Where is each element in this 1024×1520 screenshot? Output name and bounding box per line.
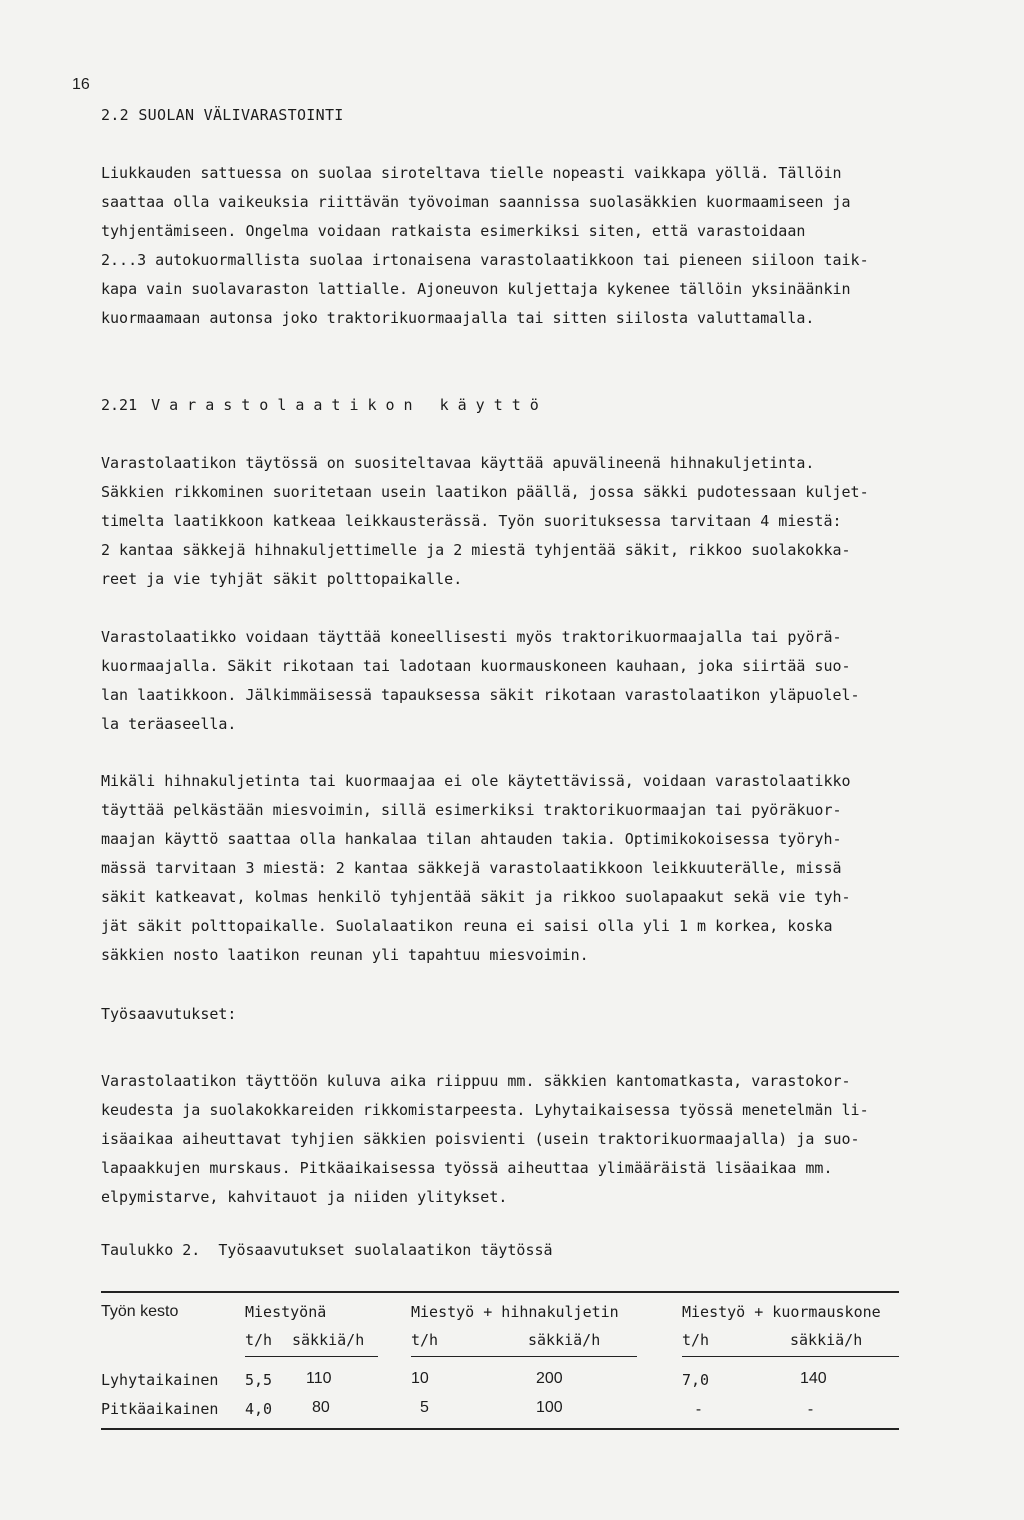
header-kuormauskone: Miestyö + kuormauskone [682, 1303, 881, 1321]
text-line: maajan käyttö saattaa olla hankalaa tilan ahtauden takia. Optimikokoisessa työryh- [101, 830, 842, 848]
text-line: kuormaamaan autonsa joko traktorikuormaajalla tai sitten siilosta valuttamalla. [101, 309, 815, 327]
subheader-sakkia-1: säkkiä/h [292, 1331, 365, 1349]
text-line: 2 kantaa säkkejä hihnakuljettimelle ja 2 miestä tyhjentää säkit, rikkoo suolakokka- [101, 541, 851, 559]
text-line: tyhjentämiseen. Ongelma voidaan ratkaista esimerkiksi siten, että varastoidaan [101, 222, 806, 240]
text-line: reet ja vie tyhjät säkit polttopaikalle. [101, 570, 463, 588]
text-line: kapa vain suolavaraston lattialle. Ajoneuvon kuljettaja kykenee tällöin yksinäänkin [101, 280, 851, 298]
label-tyosaavutukset [101, 1000, 931, 1029]
table-bottom-rule [101, 1428, 899, 1430]
text-line: lan laatikkoon. Jälkimmäisessä tapauksessa säkit rikotaan varastolaatikon yläpuolel- [101, 686, 860, 704]
table-top-rule [101, 1291, 899, 1293]
paragraph-1 [101, 449, 931, 594]
group-rule-1 [245, 1356, 378, 1357]
text-line: mässä tarvitaan 3 miestä: 2 kantaa säkkejä varastolaatikkoon leikkuuterälle, missä [101, 859, 842, 877]
header-miestyona: Miestyönä [245, 1303, 327, 1321]
paragraph-4 [101, 1067, 931, 1212]
cell-value: - [694, 1400, 704, 1418]
text-line: Säkkien rikkominen suoritetaan usein laatikon päällä, jossa säkki pudotessaan kuljet- [101, 483, 869, 501]
text-line: isäaikaa aiheuttavat tyhjien säkkien poisvienti (usein traktorikuormaajalla) ja suo- [101, 1130, 860, 1148]
subheader-th-1: t/h [245, 1331, 273, 1349]
text-line: Mikäli hihnakuljetinta tai kuormaajaa ei ole käytettävissä, voidaan varastolaatikko [101, 772, 851, 790]
text-line: Varastolaatikko voidaan täyttää koneellisesti myös traktorikuormaajalla tai pyörä- [101, 628, 842, 646]
text-line: keudesta ja suolakokkareiden rikkomistarpeesta. Lyhytaikaisessa työssä menetelmän li- [101, 1101, 869, 1119]
text-line: Liukkauden sattuessa on suolaa siroteltava tielle nopeasti vaikkapa yöllä. Tällöin [101, 164, 842, 182]
paragraph-2 [101, 623, 931, 739]
text-line: jät säkit polttopaikalle. Suolalaatikon reuna ei saisi olla yli 1 m korkea, koska [101, 917, 833, 935]
text-line: 2...3 autokuormallista suolaa irtonaisena varastolaatikkoon tai pieneen siiloon taik- [101, 251, 869, 269]
text-line: säkkien nosto laatikon reunan yli tapahtuu miesvoimin. [101, 946, 589, 964]
page-number: 16 [72, 76, 90, 93]
text-line: Varastolaatikon täytössä on suositeltavaa käyttää apuvälineenä hihnakuljetinta. [101, 454, 815, 472]
text-line: lapaakkujen murskaus. Pitkäaikaisessa työssä aiheuttaa ylimääräistä lisäaikaa mm. [101, 1159, 833, 1177]
header-tyon-kesto: Työn kesto [101, 1303, 179, 1320]
cell-value: 100 [536, 1399, 563, 1416]
text-line: Työsaavutukset: [101, 1005, 237, 1023]
paragraph-3 [101, 767, 931, 970]
subsection-number: 2.21 [101, 396, 138, 414]
text-line: saattaa olla vaikeuksia riittävän työvoiman saannissa suolasäkkien kuormaamiseen ja [101, 193, 851, 211]
intro-paragraph [101, 159, 931, 333]
cell-value: 5 [420, 1399, 429, 1416]
text-line: elpymistarve, kahvitauot ja niiden ylitykset. [101, 1188, 508, 1206]
cell-value: 10 [411, 1370, 429, 1387]
text-line: täyttää pelkästään miesvoimin, sillä esimerkiksi traktorikuormaajan tai pyöräkuor- [101, 801, 842, 819]
cell-value: 80 [312, 1399, 330, 1416]
subheader-sakkia-2: säkkiä/h [528, 1331, 601, 1349]
subheader-sakkia-3: säkkiä/h [790, 1331, 863, 1349]
text-line: la teräaseella. [101, 715, 237, 733]
text-line: Varastolaatikon täyttöön kuluva aika riippuu mm. säkkien kantomatkasta, varastokor- [101, 1072, 851, 1090]
cell-value: 110 [306, 1370, 332, 1387]
cell-value: 200 [536, 1370, 563, 1387]
subsection-heading [101, 396, 548, 414]
cell-value: 140 [800, 1370, 827, 1387]
subsection-title: Varastolaatikon käyttö [151, 396, 548, 414]
subheader-th-2: t/h [411, 1331, 439, 1349]
subheader-th-3: t/h [682, 1331, 710, 1349]
cell-value: 4,0 [245, 1400, 273, 1418]
table-caption: Taulukko 2. Työsaavutukset suolalaatikon täytössä [101, 1241, 553, 1259]
header-hihnakuljetin: Miestyö + hihnakuljetin [411, 1303, 619, 1321]
text-line: timelta laatikkoon katkeaa leikkausterässä. Työn suorituksessa tarvitaan 4 miestä: [101, 512, 842, 530]
cell-value: - [806, 1400, 816, 1418]
row-label: Lyhytaikainen [101, 1371, 219, 1389]
group-rule-3 [682, 1356, 899, 1357]
text-line: kuormaajalla. Säkit rikotaan tai ladotaan kuormauskoneen kauhaan, joka siirtää suo- [101, 657, 851, 675]
row-label: Pitkäaikainen [101, 1400, 219, 1418]
group-rule-2 [411, 1356, 637, 1357]
section-heading: 2.2 SUOLAN VÄLIVARASTOINTI [101, 106, 344, 124]
cell-value: 7,0 [682, 1371, 710, 1389]
cell-value: 5,5 [245, 1371, 273, 1389]
text-line: säkit katkeavat, kolmas henkilö tyhjentää säkit ja rikkoo suolapaakut sekä vie tyh- [101, 888, 851, 906]
